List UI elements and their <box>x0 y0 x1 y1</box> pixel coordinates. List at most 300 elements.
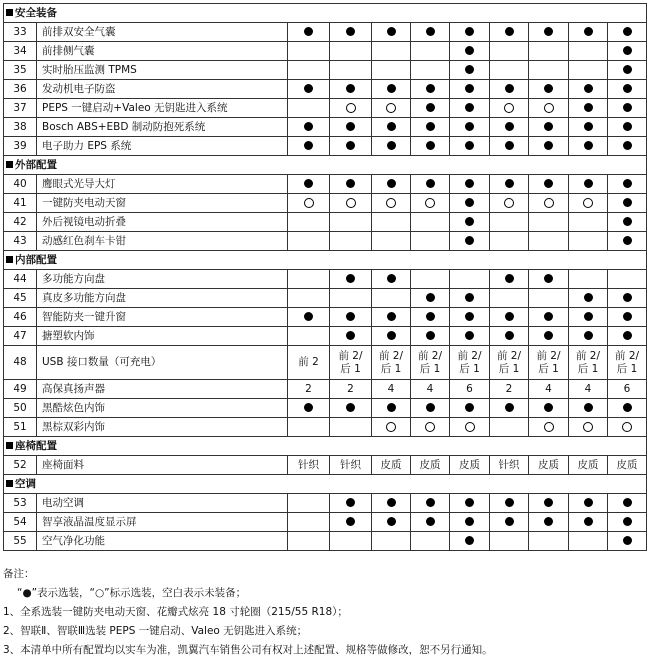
optional-cell <box>608 418 647 437</box>
spec-row <box>4 456 647 475</box>
value-text: 2 <box>347 382 354 395</box>
filled-circle-icon <box>346 27 355 36</box>
value-cell <box>529 380 569 399</box>
spec-row <box>4 118 647 137</box>
optional-cell <box>529 99 569 118</box>
empty-cell <box>330 289 372 308</box>
empty-cell <box>529 532 569 551</box>
standard-cell <box>529 270 569 289</box>
filled-circle-icon <box>387 517 396 526</box>
value-text: 后 1 <box>380 362 402 375</box>
filled-circle-icon <box>346 122 355 131</box>
standard-cell <box>450 42 490 61</box>
value-cell <box>490 346 529 380</box>
row-number: 40 <box>4 175 37 194</box>
hollow-circle-icon <box>425 422 435 432</box>
standard-cell <box>372 399 411 418</box>
value-cell <box>330 380 372 399</box>
feature-name: USB 接口数量（可充电） <box>37 346 288 380</box>
empty-cell <box>490 42 529 61</box>
value-text: 皮质 <box>419 458 441 471</box>
filled-circle-icon <box>426 312 435 321</box>
square-bullet-icon <box>6 442 13 449</box>
filled-circle-icon <box>584 27 593 36</box>
row-number: 39 <box>4 137 37 156</box>
value-text: 后 1 <box>498 362 520 375</box>
hollow-circle-icon <box>504 103 514 113</box>
spec-row <box>4 346 647 380</box>
empty-cell <box>411 232 450 251</box>
filled-circle-icon <box>346 331 355 340</box>
standard-cell <box>372 23 411 42</box>
filled-circle-icon <box>465 141 474 150</box>
filled-circle-icon <box>346 517 355 526</box>
standard-cell <box>529 513 569 532</box>
filled-circle-icon <box>505 84 514 93</box>
empty-cell <box>569 61 608 80</box>
filled-circle-icon <box>544 122 553 131</box>
row-number: 37 <box>4 99 37 118</box>
value-cell <box>529 456 569 475</box>
standard-cell <box>450 99 490 118</box>
standard-cell <box>450 175 490 194</box>
empty-cell <box>288 327 330 346</box>
standard-cell <box>569 289 608 308</box>
value-text: 针织 <box>498 458 520 471</box>
filled-circle-icon <box>387 312 396 321</box>
value-cell <box>372 346 411 380</box>
standard-cell <box>288 137 330 156</box>
square-bullet-icon <box>6 161 13 168</box>
value-text: 2 <box>505 382 513 395</box>
filled-circle-icon <box>465 46 474 55</box>
row-number: 54 <box>4 513 37 532</box>
filled-circle-icon <box>544 517 553 526</box>
filled-circle-icon <box>465 236 474 245</box>
filled-circle-icon <box>584 122 593 131</box>
standard-cell <box>608 513 647 532</box>
standard-cell <box>450 194 490 213</box>
filled-circle-icon <box>623 84 632 93</box>
section-title <box>4 437 647 456</box>
square-bullet-icon <box>6 256 13 263</box>
standard-cell <box>608 532 647 551</box>
standard-cell <box>569 175 608 194</box>
standard-cell <box>411 137 450 156</box>
optional-cell <box>411 418 450 437</box>
filled-circle-icon <box>426 84 435 93</box>
standard-cell <box>330 399 372 418</box>
filled-circle-icon <box>465 65 474 74</box>
filled-circle-icon <box>387 274 396 283</box>
filled-circle-icon <box>304 179 313 188</box>
standard-cell <box>330 270 372 289</box>
hollow-circle-icon <box>304 198 314 208</box>
filled-circle-icon <box>623 331 632 340</box>
filled-circle-icon <box>623 103 632 112</box>
section-header-row <box>4 437 647 456</box>
hollow-circle-icon <box>465 422 475 432</box>
notes-legend: “●”表示选装，“○”标示选装，空白表示未装备； <box>17 587 247 599</box>
filled-circle-icon <box>465 122 474 131</box>
filled-circle-icon <box>465 198 474 207</box>
standard-cell <box>330 118 372 137</box>
filled-circle-icon <box>465 403 474 412</box>
empty-cell <box>330 232 372 251</box>
filled-circle-icon <box>623 498 632 507</box>
empty-cell <box>288 494 330 513</box>
filled-circle-icon <box>584 403 593 412</box>
value-text: 后 1 <box>340 362 361 375</box>
value-cell <box>411 456 450 475</box>
standard-cell <box>372 308 411 327</box>
standard-cell <box>529 137 569 156</box>
standard-cell <box>490 80 529 99</box>
filled-circle-icon <box>544 274 553 283</box>
feature-name: 前排双安全气囊 <box>37 23 288 42</box>
standard-cell <box>569 118 608 137</box>
standard-cell <box>411 289 450 308</box>
feature-name: 鹰眼式光导大灯 <box>37 175 288 194</box>
filled-circle-icon <box>544 27 553 36</box>
standard-cell <box>450 513 490 532</box>
value-text: 前 2/ <box>536 350 561 363</box>
row-number: 55 <box>4 532 37 551</box>
hollow-circle-icon <box>346 103 356 113</box>
optional-cell <box>569 194 608 213</box>
empty-cell <box>288 232 330 251</box>
optional-cell <box>411 194 450 213</box>
filled-circle-icon <box>346 274 355 283</box>
value-text: 后 1 <box>538 362 559 375</box>
filled-circle-icon <box>465 293 474 302</box>
filled-circle-icon <box>623 536 632 545</box>
standard-cell <box>411 118 450 137</box>
feature-name: 黑棕双彩内饰 <box>37 418 288 437</box>
spec-row <box>4 99 647 118</box>
standard-cell <box>608 194 647 213</box>
empty-cell <box>330 61 372 80</box>
value-cell <box>529 346 569 380</box>
section-title <box>4 4 647 23</box>
filled-circle-icon <box>304 84 313 93</box>
spec-row <box>4 213 647 232</box>
empty-cell <box>608 270 647 289</box>
filled-circle-icon <box>623 46 632 55</box>
empty-cell <box>372 532 411 551</box>
empty-cell <box>569 213 608 232</box>
standard-cell <box>529 308 569 327</box>
standard-cell <box>608 80 647 99</box>
value-text: 前 2 <box>298 356 319 369</box>
empty-cell <box>490 418 529 437</box>
empty-cell <box>490 61 529 80</box>
filled-circle-icon <box>584 179 593 188</box>
optional-cell <box>490 194 529 213</box>
feature-name: 搪塑软内饰 <box>37 327 288 346</box>
filled-circle-icon <box>623 217 632 226</box>
row-number: 51 <box>4 418 37 437</box>
feature-name: 实时胎压监测 TPMS <box>37 61 288 80</box>
empty-cell <box>330 213 372 232</box>
empty-cell <box>288 213 330 232</box>
filled-circle-icon <box>346 141 355 150</box>
hollow-circle-icon <box>622 422 632 432</box>
standard-cell <box>450 80 490 99</box>
spec-row <box>4 175 647 194</box>
empty-cell <box>288 532 330 551</box>
feature-name: 动感红色刹车卡钳 <box>37 232 288 251</box>
value-cell <box>411 346 450 380</box>
section-title-text: 外部配置 <box>15 158 57 171</box>
standard-cell <box>529 175 569 194</box>
filled-circle-icon <box>304 312 313 321</box>
spec-row <box>4 42 647 61</box>
spec-row <box>4 61 647 80</box>
filled-circle-icon <box>387 141 396 150</box>
section-title-text: 安全装备 <box>15 6 57 19</box>
value-cell <box>288 346 330 380</box>
filled-circle-icon <box>505 122 514 131</box>
value-cell <box>608 380 647 399</box>
empty-cell <box>372 232 411 251</box>
standard-cell <box>608 399 647 418</box>
standard-cell <box>608 494 647 513</box>
standard-cell <box>608 232 647 251</box>
empty-cell <box>288 270 330 289</box>
standard-cell <box>330 308 372 327</box>
empty-cell <box>288 61 330 80</box>
filled-circle-icon <box>465 27 474 36</box>
standard-cell <box>288 399 330 418</box>
section-title <box>4 475 647 494</box>
standard-cell <box>529 23 569 42</box>
value-cell <box>411 380 450 399</box>
standard-cell <box>411 494 450 513</box>
filled-circle-icon <box>465 179 474 188</box>
spec-row <box>4 23 647 42</box>
standard-cell <box>372 494 411 513</box>
feature-name: 多功能方向盘 <box>37 270 288 289</box>
standard-cell <box>569 137 608 156</box>
standard-cell <box>490 399 529 418</box>
row-number: 33 <box>4 23 37 42</box>
filled-circle-icon <box>505 274 514 283</box>
standard-cell <box>372 80 411 99</box>
optional-cell <box>450 418 490 437</box>
filled-circle-icon <box>623 141 632 150</box>
filled-circle-icon <box>387 403 396 412</box>
filled-circle-icon <box>623 122 632 131</box>
standard-cell <box>608 23 647 42</box>
standard-cell <box>450 23 490 42</box>
value-text: 后 1 <box>419 362 441 375</box>
empty-cell <box>569 532 608 551</box>
feature-name: 电动空调 <box>37 494 288 513</box>
hollow-circle-icon <box>544 103 554 113</box>
feature-name: 黑酷炫色内饰 <box>37 399 288 418</box>
square-bullet-icon <box>6 480 13 487</box>
standard-cell <box>490 270 529 289</box>
filled-circle-icon <box>426 517 435 526</box>
standard-cell <box>330 494 372 513</box>
row-number: 53 <box>4 494 37 513</box>
optional-cell <box>569 418 608 437</box>
empty-cell <box>529 232 569 251</box>
empty-cell <box>411 270 450 289</box>
row-number: 48 <box>4 346 37 380</box>
empty-cell <box>569 42 608 61</box>
row-number: 34 <box>4 42 37 61</box>
standard-cell <box>288 80 330 99</box>
standard-cell <box>529 399 569 418</box>
filled-circle-icon <box>387 498 396 507</box>
standard-cell <box>608 175 647 194</box>
filled-circle-icon <box>505 179 514 188</box>
optional-cell <box>490 99 529 118</box>
value-text: 前 2/ <box>378 350 404 363</box>
filled-circle-icon <box>584 293 593 302</box>
filled-circle-icon <box>544 331 553 340</box>
filled-circle-icon <box>623 236 632 245</box>
standard-cell <box>450 327 490 346</box>
standard-cell <box>608 118 647 137</box>
filled-circle-icon <box>346 84 355 93</box>
standard-cell <box>288 23 330 42</box>
filled-circle-icon <box>426 403 435 412</box>
value-text: 针织 <box>340 458 361 471</box>
value-cell <box>372 456 411 475</box>
filled-circle-icon <box>304 403 313 412</box>
empty-cell <box>411 42 450 61</box>
filled-circle-icon <box>505 517 514 526</box>
filled-circle-icon <box>623 517 632 526</box>
hollow-circle-icon <box>425 198 435 208</box>
value-cell <box>569 346 608 380</box>
section-header-row <box>4 251 647 270</box>
standard-cell <box>288 308 330 327</box>
value-text: 前 2/ <box>338 350 363 363</box>
filled-circle-icon <box>346 403 355 412</box>
empty-cell <box>330 42 372 61</box>
filled-circle-icon <box>426 179 435 188</box>
row-number: 52 <box>4 456 37 475</box>
value-text: 皮质 <box>616 458 638 471</box>
hollow-circle-icon <box>386 198 396 208</box>
note-3: 3、本清单中所有配置均以实车为准，凯翼汽车销售公司有权对上述配置、规格等做修改，恕不另行通知。 <box>3 644 493 656</box>
standard-cell <box>608 42 647 61</box>
empty-cell <box>411 61 450 80</box>
standard-cell <box>330 513 372 532</box>
standard-cell <box>569 399 608 418</box>
standard-cell <box>288 118 330 137</box>
filled-circle-icon <box>346 312 355 321</box>
row-number: 46 <box>4 308 37 327</box>
standard-cell <box>411 513 450 532</box>
filled-circle-icon <box>387 84 396 93</box>
standard-cell <box>411 23 450 42</box>
standard-cell <box>490 137 529 156</box>
value-cell <box>608 456 647 475</box>
hollow-circle-icon <box>504 198 514 208</box>
notes-block <box>3 565 643 660</box>
standard-cell <box>450 289 490 308</box>
filled-circle-icon <box>544 498 553 507</box>
spec-row <box>4 289 647 308</box>
hollow-circle-icon <box>544 198 554 208</box>
section-header-row <box>4 156 647 175</box>
value-cell <box>450 456 490 475</box>
value-cell <box>450 346 490 380</box>
standard-cell <box>608 289 647 308</box>
empty-cell <box>330 532 372 551</box>
standard-cell <box>490 308 529 327</box>
value-text: 前 2/ <box>575 350 601 363</box>
optional-cell <box>372 418 411 437</box>
standard-cell <box>330 80 372 99</box>
filled-circle-icon <box>544 312 553 321</box>
value-text: 针织 <box>298 458 319 471</box>
filled-circle-icon <box>584 141 593 150</box>
empty-cell <box>288 513 330 532</box>
filled-circle-icon <box>465 84 474 93</box>
value-text: 前 2/ <box>496 350 522 363</box>
spec-row <box>4 232 647 251</box>
empty-cell <box>529 213 569 232</box>
filled-circle-icon <box>426 103 435 112</box>
filled-circle-icon <box>465 536 474 545</box>
filled-circle-icon <box>544 179 553 188</box>
filled-circle-icon <box>426 331 435 340</box>
value-text: 后 1 <box>459 362 480 375</box>
row-number: 35 <box>4 61 37 80</box>
filled-circle-icon <box>623 179 632 188</box>
empty-cell <box>490 232 529 251</box>
row-number: 41 <box>4 194 37 213</box>
value-text: 前 2/ <box>417 350 443 363</box>
standard-cell <box>450 532 490 551</box>
empty-cell <box>372 289 411 308</box>
row-number: 42 <box>4 213 37 232</box>
section-header-row <box>4 4 647 23</box>
standard-cell <box>569 99 608 118</box>
filled-circle-icon <box>346 498 355 507</box>
value-text: 皮质 <box>459 458 480 471</box>
value-text: 皮质 <box>577 458 599 471</box>
row-number: 49 <box>4 380 37 399</box>
standard-cell <box>490 327 529 346</box>
row-number: 38 <box>4 118 37 137</box>
standard-cell <box>490 494 529 513</box>
feature-name: 座椅面料 <box>37 456 288 475</box>
filled-circle-icon <box>505 498 514 507</box>
empty-cell <box>490 289 529 308</box>
hollow-circle-icon <box>583 198 593 208</box>
optional-cell <box>330 194 372 213</box>
value-text: 4 <box>545 382 552 395</box>
notes-title: 备注： <box>3 568 35 580</box>
value-text: 前 2/ <box>614 350 640 363</box>
standard-cell <box>608 137 647 156</box>
filled-circle-icon <box>465 217 474 226</box>
empty-cell <box>490 213 529 232</box>
value-cell <box>569 380 608 399</box>
standard-cell <box>450 213 490 232</box>
filled-circle-icon <box>544 141 553 150</box>
value-cell <box>330 456 372 475</box>
spec-row <box>4 194 647 213</box>
standard-cell <box>569 494 608 513</box>
